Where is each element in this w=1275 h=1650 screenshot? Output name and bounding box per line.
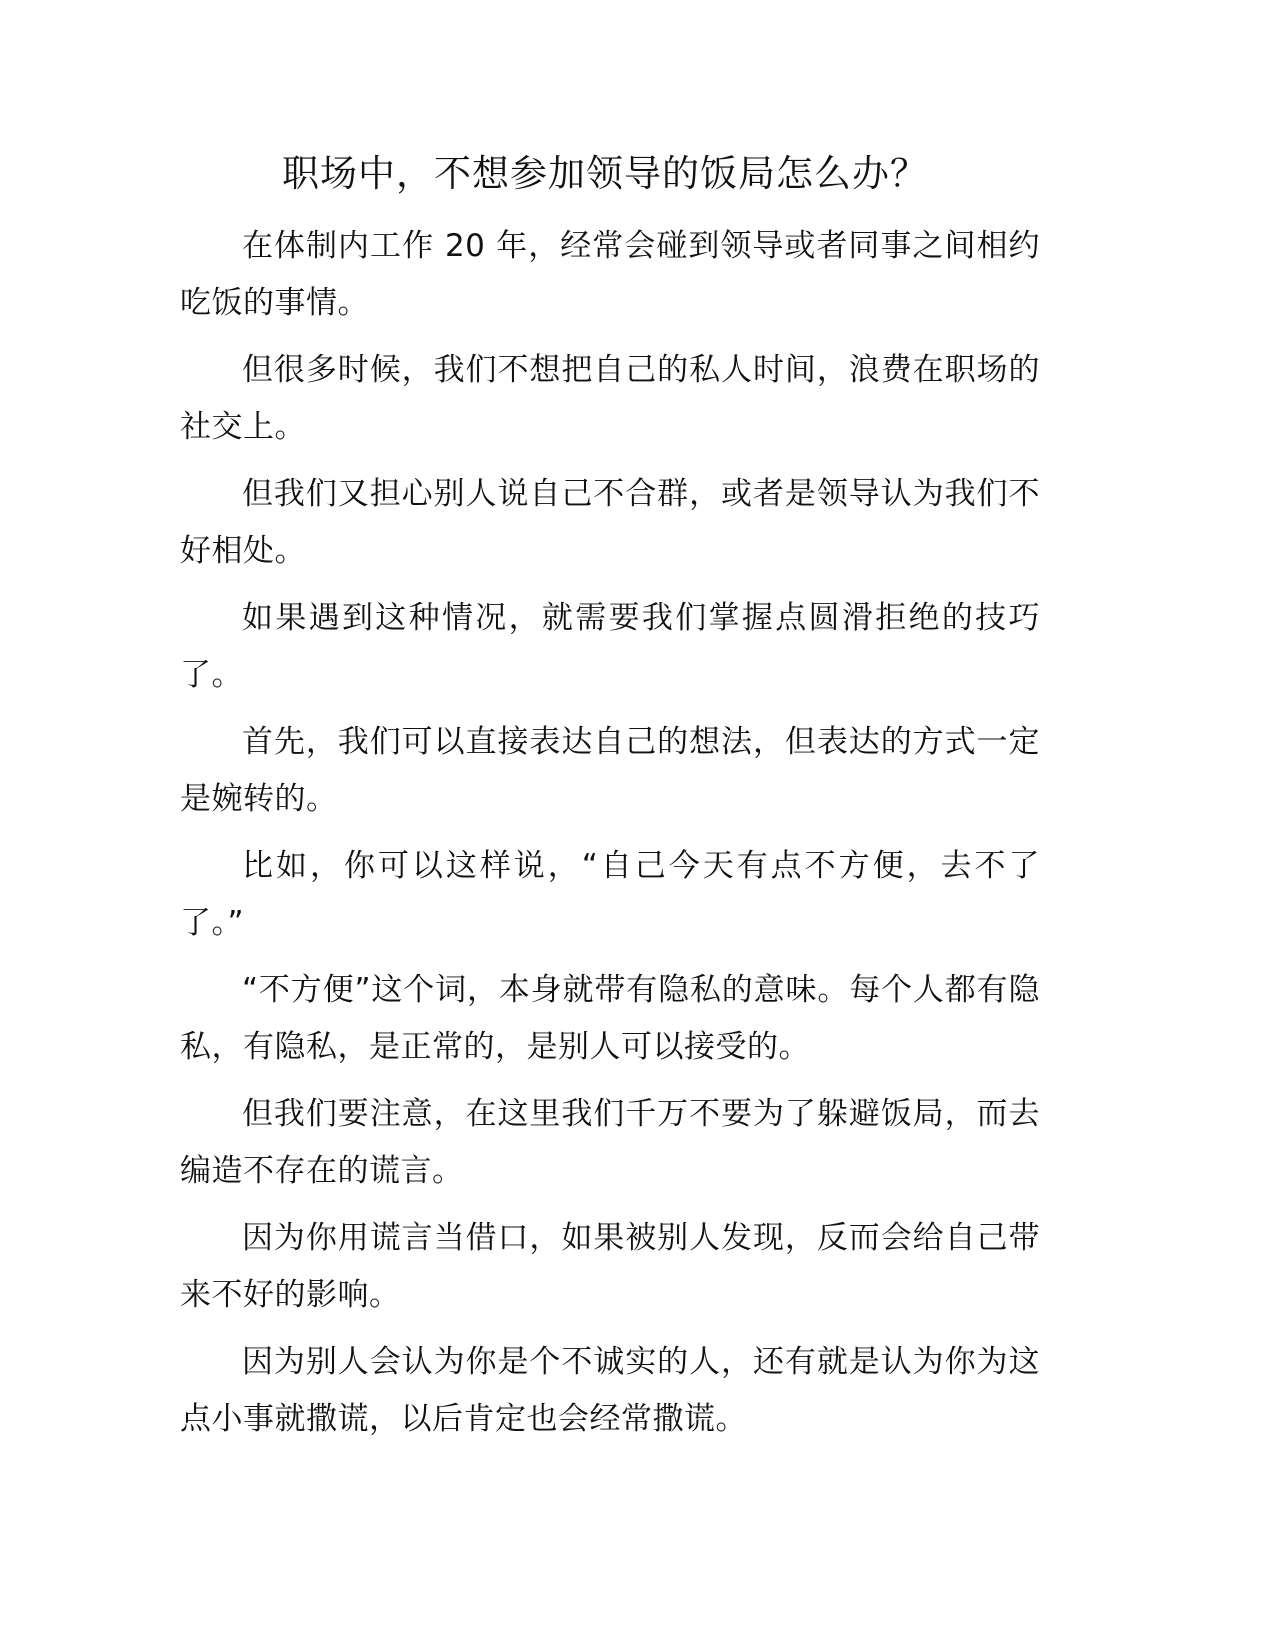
paragraph: 但我们又担心别人说自己不合群，或者是领导认为我们不好相处。: [180, 476, 1040, 569]
paragraph: 比如，你可以这样说，“自己今天有点不方便，去不了了。”: [180, 848, 1040, 941]
document-title: 职场中，不想参加领导的饭局怎么办？: [282, 152, 928, 195]
paragraph: 如果遇到这种情况，就需要我们掌握点圆滑拒绝的技巧了。: [180, 600, 1040, 693]
paragraph: 首先，我们可以直接表达自己的想法，但表达的方式一定是婉转的。: [180, 724, 1040, 817]
paragraph: 因为别人会认为你是个不诚实的人，还有就是认为你为这点小事就撒谎，以后肯定也会经常撒谎。: [180, 1344, 1040, 1437]
paragraph: 但我们要注意，在这里我们千万不要为了躲避饭局，而去编造不存在的谎言。: [180, 1096, 1040, 1189]
paragraph: “不方便”这个词，本身就带有隐私的意味。每个人都有隐私，有隐私，是正常的，是别人可以接受的。: [180, 972, 1040, 1065]
paragraph: 但很多时候，我们不想把自己的私人时间，浪费在职场的社交上。: [180, 352, 1040, 445]
paragraph: 在体制内工作 20 年，经常会碰到领导或者同事之间相约吃饭的事情。: [180, 228, 1040, 321]
document-body: [180, 218, 1040, 1458]
paragraph: 因为你用谎言当借口，如果被别人发现，反而会给自己带来不好的影响。: [180, 1220, 1040, 1313]
